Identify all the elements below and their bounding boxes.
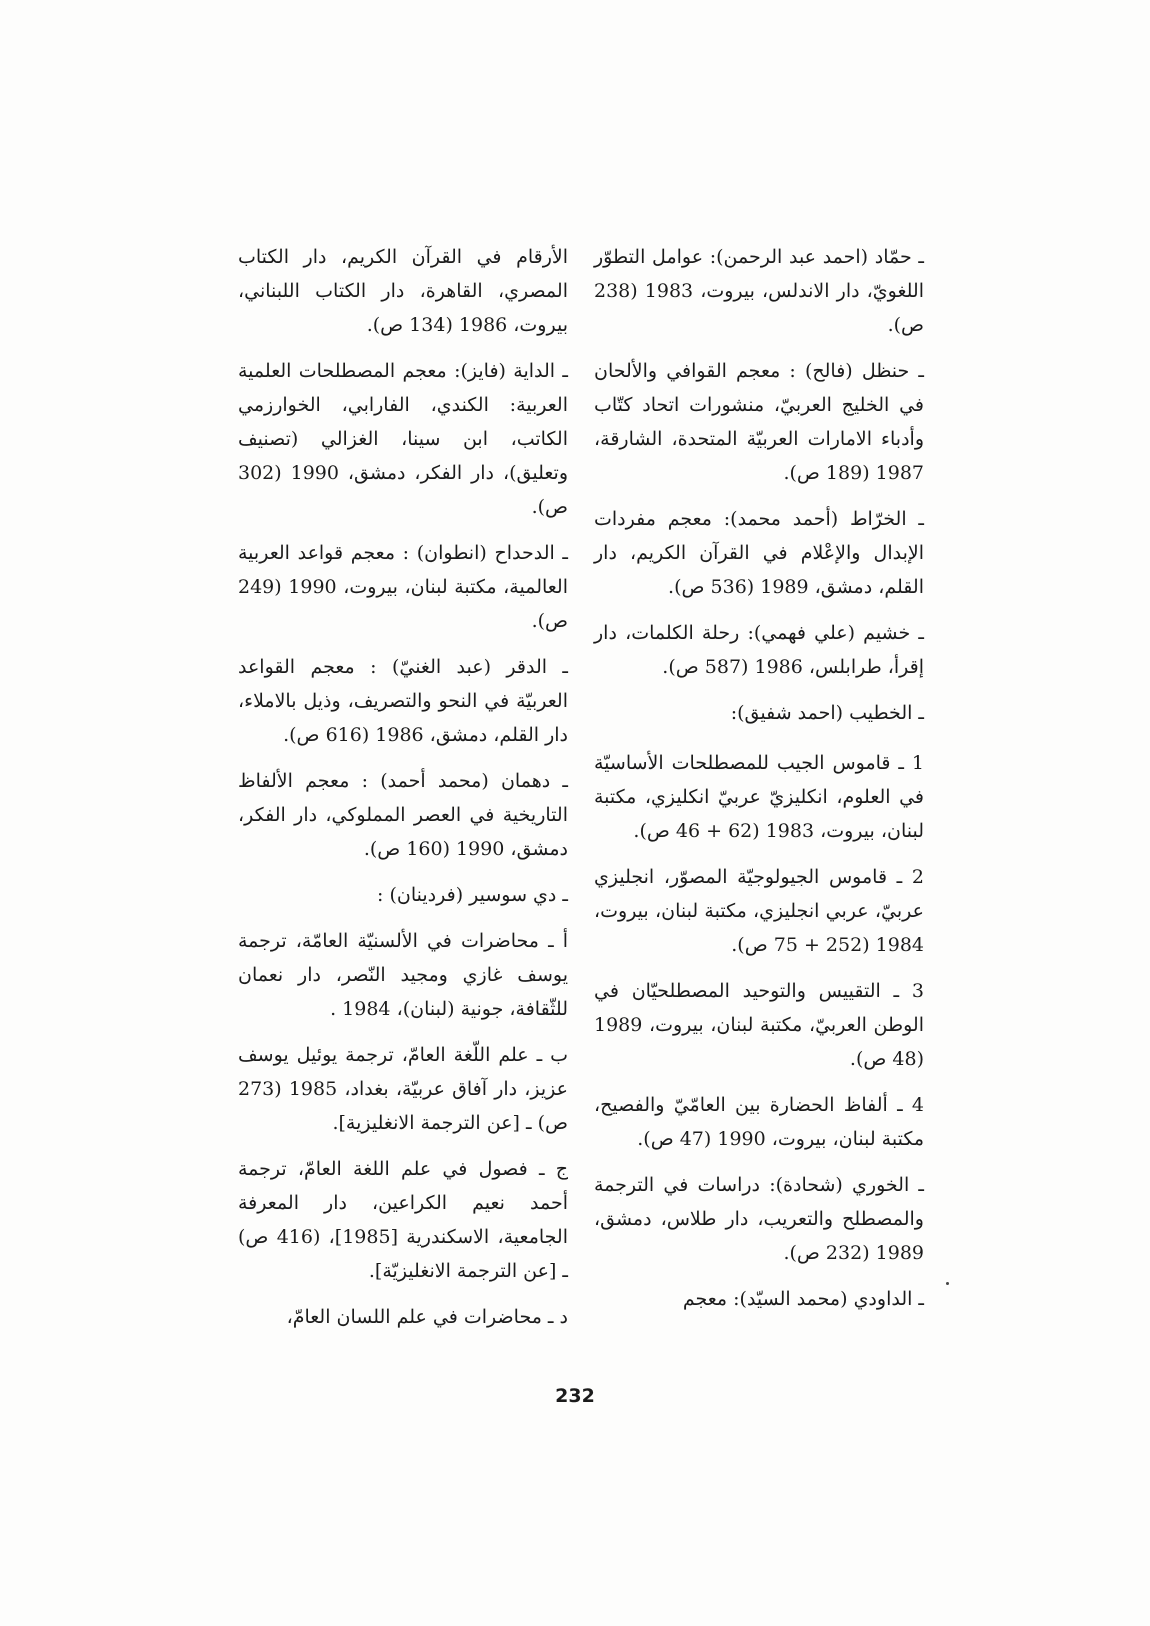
bib-entry-dayah: ـ الداية (فايز): معجم المصطلحات العلمية العربية: الكندي، الفارابي، الخوارزمي الكاتب، ابن سينا، الغزالي (تصنيف وتعليق)، دار الفكر، دمشق، 1990 (302 ص). <box>238 360 568 518</box>
right-column <box>594 240 924 1328</box>
bib-subentry-khatib-4: 4 ـ ألفاظ الحضارة بين العامّيّ والفصيح، مكتبة لبنان، بيروت، 1990 (47 ص). <box>594 1094 924 1150</box>
scan-speck <box>946 1282 949 1285</box>
bib-entry-hammad: ـ حمّاد (احمد عبد الرحمن): عوامل التطوّر اللغويّ، دار الاندلس، بيروت، 1983 (238 ص). <box>594 246 925 336</box>
bib-entry-hanzal: ـ حنظل (فالح) : معجم القوافي والألحان في الخليج العربيّ، منشورات اتحاد كتّاب وأدباء الامارات العربيّة المتحدة، الشارقة، 1987 (189 ص). <box>594 360 924 484</box>
bib-subentry-saussure-d: د ـ محاضرات في علم اللسان العامّ، <box>286 1306 568 1328</box>
bib-entry-khatib-heading: ـ الخطيب (احمد شفيق): <box>730 702 924 724</box>
bib-entry-continuation: الأرقام في القرآن الكريم، دار الكتاب المصري، القاهرة، دار الكتاب اللبناني، بيروت، 1986 (134 ص). <box>238 246 568 336</box>
page-number: 232 <box>555 1385 595 1407</box>
bib-entry-khashim: ـ خشيم (علي فهمي): رحلة الكلمات، دار إقرأ، طرابلس، 1986 (587 ص). <box>594 622 924 678</box>
bib-entry-daqr: ـ الدقر (عبد الغنيّ) : معجم القواعد العربيّة في النحو والتصريف، وذيل بالاملاء، دار القلم، دمشق، 1986 (616 ص). <box>238 656 568 746</box>
bib-entry-saussure-heading: ـ دي سوسير (فردينان) : <box>377 884 568 906</box>
bib-subentry-khatib-1: 1 ـ قاموس الجيب للمصطلحات الأساسيّة في العلوم، انكليزيّ عربيّ انكليزي، مكتبة لبنان، بيروت، 1983 (62 + 46 ص). <box>594 752 924 842</box>
bib-entry-khoury: ـ الخوري (شحادة): دراسات في الترجمة والمصطلح والتعريب، دار طلاس، دمشق، 1989 (232 ص). <box>594 1174 924 1264</box>
bib-subentry-saussure-b: ب ـ علم اللّغة العامّ، ترجمة يوئيل يوسف عزيز، دار آفاق عربيّة، بغداد، 1985 (273 ص) ـ [عن الترجمة الانغليزية]. <box>238 1044 568 1134</box>
bib-entry-dahdah: ـ الدحداح (انطوان) : معجم قواعد العربية العالمية، مكتبة لبنان، بيروت، 1990 (249 ص). <box>238 542 569 632</box>
bib-subentry-saussure-a: أ ـ محاضرات في الألسنيّة العامّة، ترجمة يوسف غازي ومجيد النّصر، دار نعمان للثّقافة، جونية (لبنان)، 1984 . <box>238 930 568 1020</box>
left-column <box>238 240 568 1346</box>
bib-entry-dawoodi: ـ الداودي (محمد السيّد): معجم <box>682 1288 924 1310</box>
bib-subentry-khatib-3: 3 ـ التقييس والتوحيد المصطلحيّان في الوطن العربيّ، مكتبة لبنان، بيروت، 1989 (48 ص). <box>594 980 924 1070</box>
bib-subentry-khatib-2: 2 ـ قاموس الجيولوجيّة المصوّر، انجليزي عربيّ، عربي انجليزي، مكتبة لبنان، بيروت، 1984 (252 + 75 ص). <box>594 866 924 956</box>
bib-entry-dahman: ـ دهمان (محمد أحمد) : معجم الألفاظ التاريخية في العصر المملوكي، دار الفكر، دمشق، 1990 (160 ص). <box>238 770 568 860</box>
bib-entry-kharrat: ـ الخرّاط (أحمد محمد): معجم مفردات الإبدال والإعْلام في القرآن الكريم، دار القلم، دمشق، 1989 (536 ص). <box>594 508 924 598</box>
bib-subentry-saussure-c: ج ـ فصول في علم اللغة العامّ، ترجمة أحمد نعيم الكراعين، دار المعرفة الجامعية، الاسكندرية [1985]، (416 ص) ـ [عن الترجمة الانغليزيّة]. <box>238 1158 568 1282</box>
